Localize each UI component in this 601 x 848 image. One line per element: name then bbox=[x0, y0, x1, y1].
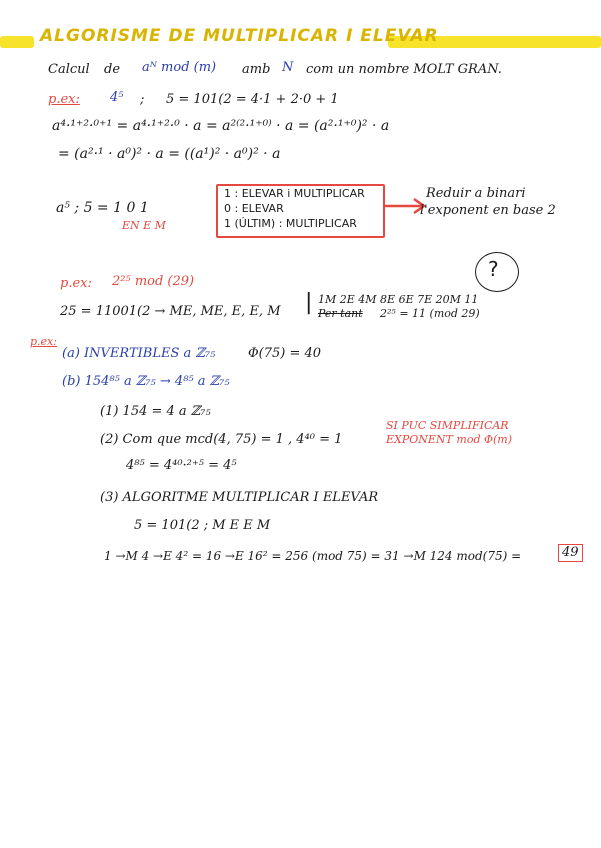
ex1-line2: a⁴·¹⁺²·⁰⁺¹ = a⁴·¹⁺²·⁰ · a = a²⁽²·¹⁺⁰⁾ · a = (a²·¹⁺⁰)² · a bbox=[52, 118, 390, 134]
ex1-label: p.ex: bbox=[48, 92, 80, 107]
rule-last: 1 (ÚLTIM) : MULTIPLICAR bbox=[224, 217, 357, 230]
ex2-right2-strike: Per tant bbox=[318, 307, 363, 320]
title-highlight-left bbox=[0, 36, 34, 48]
intro-rest: com un nombre MOLT GRAN. bbox=[306, 62, 502, 77]
ex2-expr: 2²⁵ mod (29) bbox=[112, 274, 195, 289]
ex2-label: p.ex: bbox=[60, 276, 92, 291]
ex1-sep: ; bbox=[140, 92, 145, 107]
rule-1: 1 : ELEVAR i MULTIPLICAR bbox=[224, 187, 365, 200]
intro-calcul: Calcul bbox=[48, 62, 90, 77]
ex2-divider: | bbox=[305, 290, 313, 315]
ex3-b-label: (b) 154⁸⁵ a ℤ₇₅ → 4⁸⁵ a ℤ₇₅ bbox=[62, 374, 230, 389]
binary-note-2: l'exponent en base 2 bbox=[420, 203, 556, 218]
ex3-label: p.ex: bbox=[30, 335, 57, 348]
question-mark: ? bbox=[488, 257, 499, 281]
ex3-chain: 1 →M 4 →E 4² = 16 →E 16² = 256 (mod 75) = 31 →M 124 mod(75) = bbox=[104, 549, 522, 563]
ex2-right1: 1M 2E 4M 8E 6E 7E 20M 11 bbox=[318, 293, 479, 306]
ex1-line3: = (a²·¹ · a⁰)² · a = ((a¹)² · a⁰)² · a bbox=[58, 146, 281, 162]
binary-under: EN E M bbox=[122, 219, 166, 232]
final-answer: 49 bbox=[558, 544, 583, 562]
intro-expr: aᴺ mod (m) bbox=[142, 60, 217, 75]
ex3-a-phi: Φ(75) = 40 bbox=[248, 346, 322, 361]
ex3-step2-note-2: EXPONENT mod Φ(m) bbox=[386, 433, 513, 446]
page-title: ALGORISME DE MULTIPLICAR I ELEVAR bbox=[40, 26, 439, 46]
intro-n: N bbox=[282, 60, 294, 75]
ex3-step3: (3) ALGORITME MULTIPLICAR I ELEVAR bbox=[100, 490, 379, 505]
ex3-a-label: (a) INVERTIBLES a ℤ₇₅ bbox=[62, 346, 216, 361]
binary-note-1: Reduir a binari bbox=[426, 186, 526, 201]
rule-0: 0 : ELEVAR bbox=[224, 202, 284, 215]
ex3-step1: (1) 154 = 4 a ℤ₇₅ bbox=[100, 404, 211, 419]
ex3-step2-note-1: SI PUC SIMPLIFICAR bbox=[386, 419, 509, 432]
ex1-five: 5 = 101(2 = 4·1 + 2·0 + 1 bbox=[166, 92, 339, 107]
intro-amb: amb bbox=[242, 62, 271, 77]
ex1-power: 4⁵ bbox=[110, 90, 124, 105]
ex2-line: 25 = 11001(2 → ME, ME, E, E, M bbox=[60, 304, 281, 319]
ex3-step3b: 5 = 101(2 ; M E E M bbox=[134, 518, 271, 533]
binary-expr: a⁵ ; 5 = 1 0 1 bbox=[56, 200, 149, 216]
ex3-step2b: 4⁸⁵ = 4⁴⁰·²⁺⁵ = 4⁵ bbox=[126, 458, 237, 473]
ex3-step2: (2) Com que mcd(4, 75) = 1 , 4⁴⁰ = 1 bbox=[100, 432, 343, 447]
intro-de: de bbox=[104, 62, 121, 77]
ex2-right2: 2²⁵ = 11 (mod 29) bbox=[380, 307, 480, 320]
